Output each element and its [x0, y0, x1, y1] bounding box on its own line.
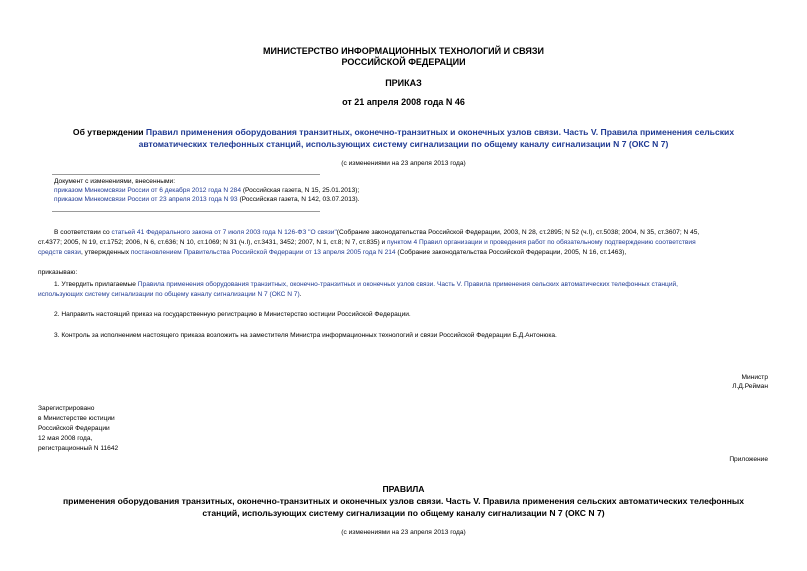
changes-note: (с изменениями на 23 апреля 2013 года)	[341, 160, 466, 167]
appendix-label: Приложение	[729, 456, 768, 463]
registration-line: 12 мая 2008 года,	[38, 435, 93, 442]
amendments-intro: Документ с изменениями, внесенными:	[54, 178, 176, 185]
registration-line: Российской Федерации	[38, 425, 110, 432]
title-link-line2[interactable]: автоматических телефонных станций, использующих систему сигнализации по общему каналу сигнализации N 7 (ОКС N 7)	[138, 139, 669, 149]
rules-heading: ПРАВИЛА	[382, 484, 425, 494]
document-title	[0, 127, 807, 139]
preamble-text: ст.4377; 2005, N 19, ст.1752; 2006, N 6, ст.636; N 10, ст.1069; N 31 (ч.I), ст.3431, 3452; 2007, N 1, ст.8; N 7, ст.835) и	[38, 239, 387, 246]
rules-changes-note: (с изменениями на 23 апреля 2013 года)	[341, 529, 466, 536]
signatory-role: Министр	[741, 374, 768, 381]
government-decree-link[interactable]: постановлением Правительства Российской Федерации от 13 апреля 2005 года N 214	[130, 249, 396, 256]
rules-link-cont[interactable]: использующих систему сигнализации по общему каналу сигнализации N 7 (ОКС N 7)	[38, 291, 300, 298]
order-point-1-cont	[38, 290, 302, 300]
rules-point-link-cont[interactable]: средств связи	[38, 249, 81, 256]
preamble-text: В соответствии со	[54, 229, 112, 236]
amendment-item	[54, 187, 359, 195]
amendment-link[interactable]: приказом Минкомсвязи России от 6 декабря 2012 года N 284	[54, 187, 241, 194]
order-point-2: 2. Направить настоящий приказ на государственную регистрацию в Министерство юстиции Российской Федерации.	[54, 311, 411, 318]
rules-title-line1: применения оборудования транзитных, оконечно-транзитных и оконечных узлов связи. Часть V. Правила применения сельских автоматических телефонных	[62, 496, 745, 506]
registration-line: регистрационный N 11642	[38, 445, 119, 452]
point-1-prefix: 1. Утвердить прилагаемые	[54, 281, 138, 288]
amendment-item	[54, 196, 360, 204]
preamble-line2	[38, 238, 773, 248]
document-type: ПРИКАЗ	[385, 78, 422, 88]
rules-link[interactable]: Правила применения оборудования транзитных, оконечно-транзитных и оконечных узлов связи. Часть V. Правила применения сельских автоматических телефонных станций,	[137, 281, 679, 288]
registration-line: Зарегистрировано	[38, 405, 95, 412]
preamble-text: (Собрание законодательства Российской Федерации, 2003, N 28, ст.2895; N 52 (ч.I), ст.5038; 2004, N 35, ст.3607; N 45,	[336, 229, 700, 236]
order-word: приказываю:	[38, 269, 78, 276]
divider-bottom	[52, 211, 320, 212]
amendment-source: (Российская газета, N 15, 25.01.2013);	[240, 187, 360, 194]
registration-line: в Министерстве юстиции	[38, 415, 115, 422]
ministry-name-line1: МИНИСТЕРСТВО ИНФОРМАЦИОННЫХ ТЕХНОЛОГИЙ И СВЯЗИ	[263, 46, 544, 56]
title-prefix: Об утверждении	[72, 127, 146, 137]
rules-point-link[interactable]: пунктом 4 Правил организации и проведения работ по обязательному подтверждению соответствия	[387, 239, 696, 246]
order-point-3: 3. Контроль за исполнением настоящего приказа возложить на заместителя Министра информационных технологий и связи Российской Федерации Б.Д.Антонюка.	[54, 332, 557, 339]
signatory-name: Л.Д.Рейман	[732, 383, 768, 390]
rules-title-line2: станций, использующих систему сигнализации по общему каналу сигнализации N 7 (ОКС N 7)	[202, 508, 605, 518]
preamble-text: (Собрание законодательства Российской Федерации, 2005, N 16, ст.1463),	[395, 249, 627, 256]
amendment-link[interactable]: приказом Минкомсвязи России от 23 апреля 2013 года N 93	[54, 196, 238, 203]
amendment-source: (Российская газета, N 142, 03.07.2013).	[237, 196, 360, 203]
title-link-line1[interactable]: Правил применения оборудования транзитных, оконечно-транзитных и оконечных узлов связи. Часть V. Правила применения сельских	[145, 127, 735, 137]
order-point-1	[54, 280, 769, 290]
document-title-line2	[0, 139, 807, 151]
preamble-text: , утвержденных	[81, 249, 131, 256]
law-link[interactable]: статьей 41 Федерального закона от 7 июля 2003 года N 126-ФЗ "О связи"	[111, 229, 337, 236]
divider-top	[52, 174, 320, 175]
preamble-line3	[38, 248, 773, 258]
preamble-line1	[54, 228, 769, 238]
ministry-name-line2: РОССИЙСКОЙ ФЕДЕРАЦИИ	[341, 57, 466, 67]
document-date: от 21 апреля 2008 года N 46	[342, 97, 465, 107]
point-1-suffix: .	[299, 291, 302, 298]
